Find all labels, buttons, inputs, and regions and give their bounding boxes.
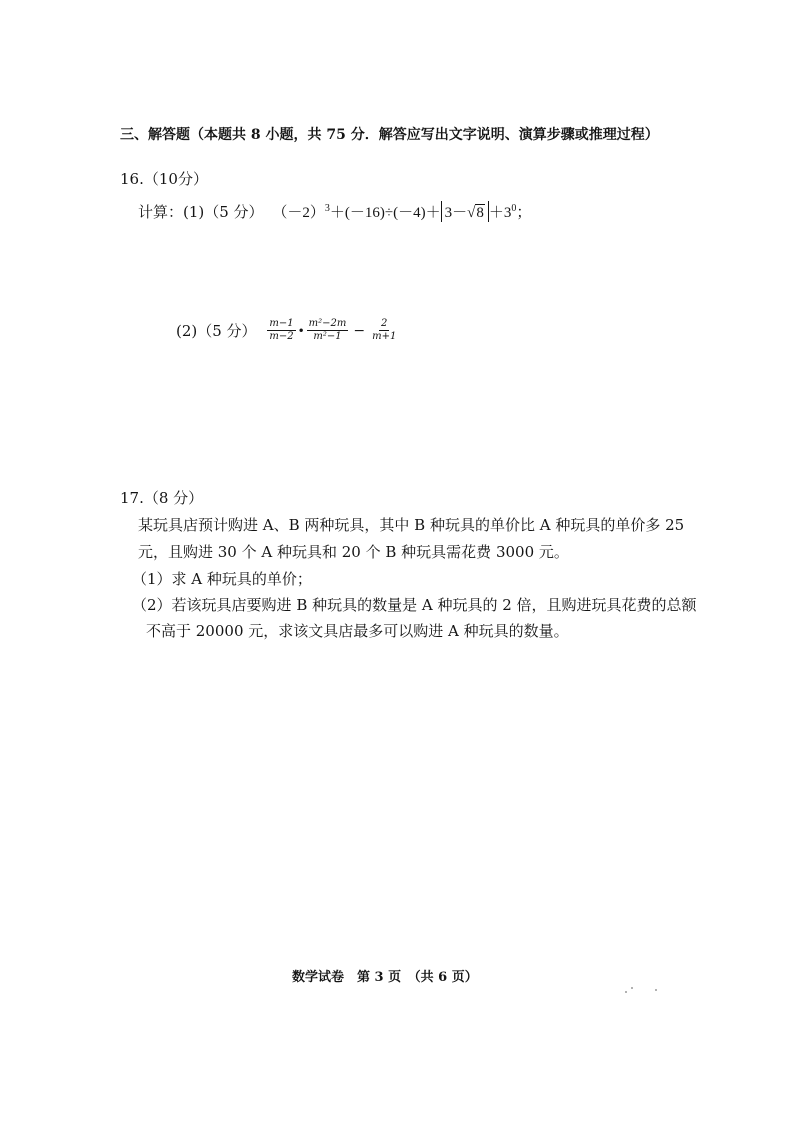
expr-absolute-value: 3－√8 — [441, 201, 489, 222]
q16-number: 16.（10分） — [120, 170, 208, 188]
scan-speck — [655, 989, 657, 991]
expr-term1: （－2） — [272, 205, 325, 221]
fraction-1-denominator: m−2 — [269, 331, 294, 342]
minus-operator: − — [353, 322, 366, 339]
fraction-3-numerator: 2 — [381, 318, 388, 329]
fraction-2 — [307, 318, 349, 343]
scan-speck — [631, 987, 633, 989]
q17-sub-question-2-line-1: （2）若该玩具店要购进 B 种玩具的数量是 A 种玩具的 2 倍，且购进玩具花费的总额 — [132, 596, 697, 614]
q16-part1 — [138, 201, 531, 222]
section-heading: 三、解答题（本题共 8 小题，共 75 分．解答应写出文字说明、演算步骤或推理过程） — [120, 127, 659, 143]
expr-term3-exponent: 0 — [511, 203, 517, 214]
expr-term2: ＋(－16)÷(－4)＋ — [329, 205, 441, 221]
q16-part2-label: (2)（5 分） — [176, 322, 257, 340]
fraction-3 — [370, 318, 398, 343]
q17-sub-question-2-line-2: 不高于 20000 元，求该文具店最多可以购进 A 种玩具的数量。 — [146, 622, 569, 640]
fraction-2-denominator: m²−1 — [313, 331, 342, 342]
multiply-operator: • — [297, 323, 305, 338]
q16-part2 — [176, 318, 400, 343]
q17-line-1: 某玩具店预计购进 A、B 两种玩具，其中 B 种玩具的单价比 A 种玩具的单价多 25 — [138, 516, 685, 534]
expr-abs-inner: 3－ — [444, 205, 468, 221]
q16-part1-label: 计算：(1)（5 分） — [138, 203, 264, 221]
fraction-1-numerator: m−1 — [269, 318, 294, 329]
q16-part1-expression — [272, 205, 531, 221]
q16-part2-expression — [265, 318, 400, 342]
q17-number: 17.（8 分） — [120, 489, 204, 507]
page-footer: 数学试卷 第 3 页 （共 6 页） — [292, 970, 478, 985]
fraction-1 — [267, 318, 295, 343]
fraction-3-denominator: m+1 — [372, 331, 397, 342]
scan-speck — [625, 991, 627, 993]
expr-tail: ； — [516, 205, 532, 221]
q17-sub-question-1: （1）求 A 种玩具的单价； — [132, 570, 312, 588]
fraction-2-numerator: m²−2m — [308, 318, 347, 329]
expr-sqrt: 8 — [476, 205, 484, 221]
expr-term3: ＋3 — [488, 205, 512, 221]
expr-term1-exponent: 3 — [324, 203, 330, 214]
q17-line-2: 元，且购进 30 个 A 种玩具和 20 个 B 种玩具需花费 3000 元。 — [138, 543, 569, 561]
